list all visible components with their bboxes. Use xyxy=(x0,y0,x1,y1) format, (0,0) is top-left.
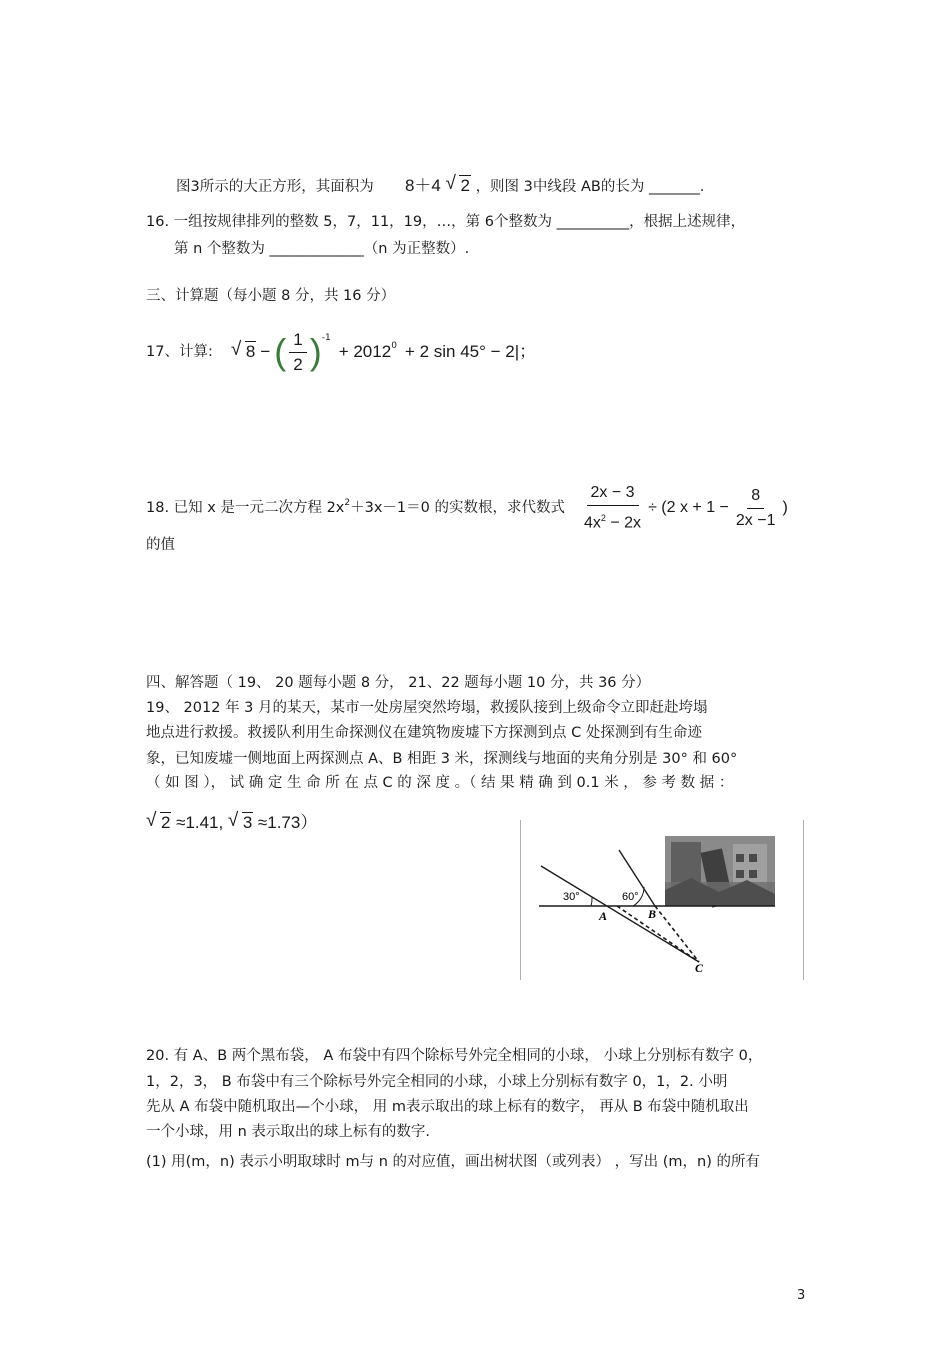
point-a-label: A xyxy=(599,909,608,923)
q15-sqrt xyxy=(445,176,470,196)
q19-figure xyxy=(520,820,804,980)
detection-line-b-dashed xyxy=(655,906,699,962)
q18-sq-exp: 2 xyxy=(344,498,351,508)
q15-expr-left: 8＋4 xyxy=(404,176,441,195)
q15-text-b: ，则图 3中线段 AB的长为 _______. xyxy=(475,179,705,195)
q19-sqrt2 xyxy=(146,813,171,833)
q19-reference-data xyxy=(146,813,317,834)
q19-line3: 象，已知废墟一侧地面上两探测点 A、B 相距 3 米，探测线与地面的夹角分别是 30° 和 60° xyxy=(146,751,738,767)
q20-line3: 先从 A 布袋中随机取出—个小球， 用 m表示取出的球上标有的数字， 再从 B 布袋中随机取出 xyxy=(146,1099,749,1115)
q17-label: 17、计算: xyxy=(146,344,213,360)
q17-exp-neg1: -1 xyxy=(321,333,331,343)
point-b-label: B xyxy=(648,907,657,921)
q19-sqrt3 xyxy=(228,813,253,833)
section4-heading: 四、解答题（ 19、 20 题每小题 8 分， 21、22 题每小题 10 分，共 36 分） xyxy=(146,675,651,691)
q17-right-paren: ) xyxy=(309,331,322,372)
q18-fraction-2 xyxy=(732,486,780,531)
q15-sqrt-radicand: 2 xyxy=(460,176,470,195)
q18-f1-den-a: 4x xyxy=(584,514,601,532)
q17-exp-0: 0 xyxy=(391,341,397,351)
q17-plus-year: + 2012 xyxy=(338,342,392,361)
q18-f1-den-sup: 2 xyxy=(600,512,606,523)
q18-close-paren: ) xyxy=(782,499,788,516)
q17-left-paren: ( xyxy=(274,331,287,372)
q17-sqrt8 xyxy=(231,342,256,362)
q18-label: 18. 已知 x 是一元二次方程 2x xyxy=(146,500,345,516)
detection-line-a-dashed xyxy=(617,906,699,962)
q19-ref-val1: ≈1.41, xyxy=(176,813,224,832)
q17-tail: + 2 sin 45° − 2|； xyxy=(404,342,537,361)
q17-sqrt8-radicand: 8 xyxy=(245,342,256,361)
q19-line2: 地点进行救援。救援队利用生命探测仪在建筑物废墟下方探测到点 C 处探测到有生命迹 xyxy=(146,725,702,741)
q18-eq-text: ＋3x－1＝0 的实数根，求代数式 xyxy=(350,500,565,516)
q19-ref-val2: ≈1.73） xyxy=(257,813,318,832)
q17-half-fraction xyxy=(289,330,306,375)
q17-half-num: 1 xyxy=(289,330,306,353)
q17-half-den: 2 xyxy=(293,354,303,374)
q16-line2: 第 n 个整数为 _____________（n 为正整数）. xyxy=(174,241,470,257)
q19-line1: 19、 2012 年 3 月的某天，某市一处房屋突然垮塌，救援队接到上级命令立即赶赴垮塌 xyxy=(146,700,708,716)
q17-line xyxy=(146,330,536,374)
q18-f1-den-b: − 2x xyxy=(605,514,642,532)
q17-minus: − xyxy=(260,342,271,361)
q15-tail-line xyxy=(176,176,704,197)
angle-b-label: 60° xyxy=(622,891,639,903)
angle-a-arc xyxy=(591,897,592,906)
q20-line1: 20. 有 A、B 两个黑布袋， A 布袋中有四个除标号外完全相同的小球， 小球上分别标有数字 0， xyxy=(146,1048,763,1064)
rubble-image xyxy=(665,836,775,908)
q18-f2-num: 8 xyxy=(747,486,764,509)
q18-fraction-1 xyxy=(580,483,645,533)
page-number: 3 xyxy=(797,1288,806,1303)
q18-f1-num: 2x − 3 xyxy=(587,483,639,506)
q18-line2: 的值 xyxy=(146,537,175,553)
q19-sqrt2-radicand: 2 xyxy=(161,813,171,832)
q20-line4: 一个小球，用 n 表示取出的球上标有的数字. xyxy=(146,1124,431,1140)
q19-figure-svg xyxy=(521,820,803,980)
point-c-label: C xyxy=(695,961,704,975)
q19-sqrt3-radicand: 3 xyxy=(242,813,253,832)
angle-a-label: 30° xyxy=(563,891,580,903)
q15-text-a: 图3所示的大正方形，其面积为 xyxy=(176,179,374,195)
q18-f1-den xyxy=(580,506,645,533)
q16-line1: 16. 一组按规律排列的整数 5，7，11，19，…，第 6个整数为 __________，根据上述规律， xyxy=(146,214,746,230)
q20-line2: 1，2，3， B 布袋中有三个除标号外完全相同的小球，小球上分别标有数字 0，1，2. 小明 xyxy=(146,1074,728,1090)
section3-heading: 三、计算题（每小题 8 分，共 16 分） xyxy=(146,288,396,304)
q18-f2-den: 2x −1 xyxy=(735,511,776,529)
q18-div: ÷ (2 x + 1 − xyxy=(648,499,729,516)
q18-line xyxy=(146,485,788,531)
q20-line5: (1) 用(m，n) 表示小明取球时 m与 n 的对应值，画出树状图（或列表） ，写出 (m，n) 的所有 xyxy=(146,1154,760,1170)
q19-line4: （ 如 图 ）， 试 确 定 生 命 所 在 点 C 的 深 度 。（ 结 果 精 确 到 0.1 米 ， 参 考 数 据 ： xyxy=(146,775,734,791)
